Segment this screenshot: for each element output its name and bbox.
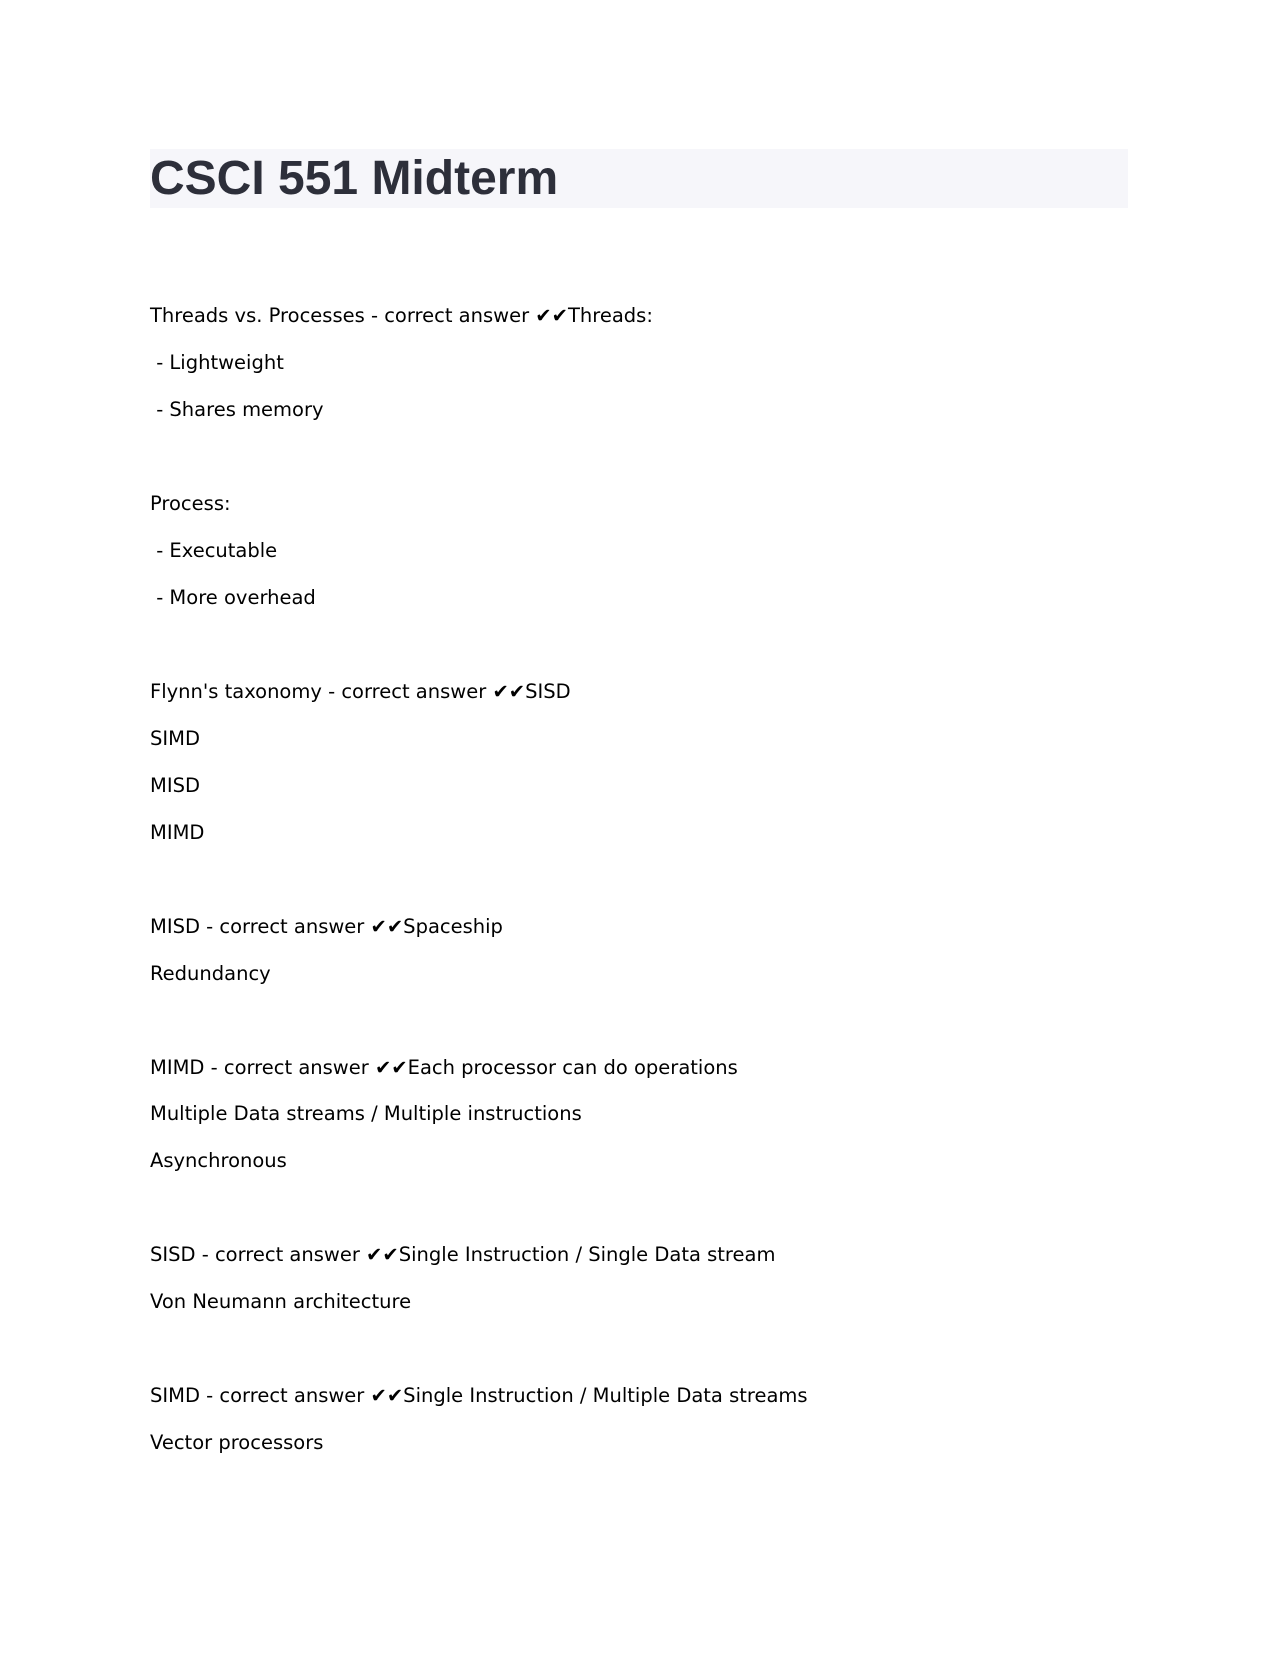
text-line: MISD <box>150 774 200 797</box>
text-line: Threads vs. Processes - correct answer ✔✔Threads: <box>150 304 653 327</box>
text-line: MIMD - correct answer ✔✔Each processor can do operations <box>150 1056 738 1079</box>
text-line: Flynn's taxonomy - correct answer ✔✔SISD <box>150 680 571 703</box>
text-line: SIMD <box>150 727 200 750</box>
page-title: CSCI 551 Midterm <box>150 152 559 205</box>
text-line: SIMD - correct answer ✔✔Single Instruction / Multiple Data streams <box>150 1384 808 1407</box>
text-line: Redundancy <box>150 962 271 985</box>
text-line: Von Neumann architecture <box>150 1290 412 1313</box>
text-line: - More overhead <box>150 586 316 609</box>
text-line: Process: <box>150 492 231 515</box>
text-line: MISD - correct answer ✔✔Spaceship <box>150 915 503 938</box>
text-line: MIMD <box>150 821 205 844</box>
text-line: Vector processors <box>150 1431 324 1454</box>
text-line: - Shares memory <box>150 398 324 421</box>
text-line: SISD - correct answer ✔✔Single Instruction / Single Data stream <box>150 1243 776 1266</box>
text-line: - Executable <box>150 539 278 562</box>
text-line: Multiple Data streams / Multiple instructions <box>150 1102 582 1125</box>
text-line: Asynchronous <box>150 1149 287 1172</box>
text-line: - Lightweight <box>150 351 284 374</box>
